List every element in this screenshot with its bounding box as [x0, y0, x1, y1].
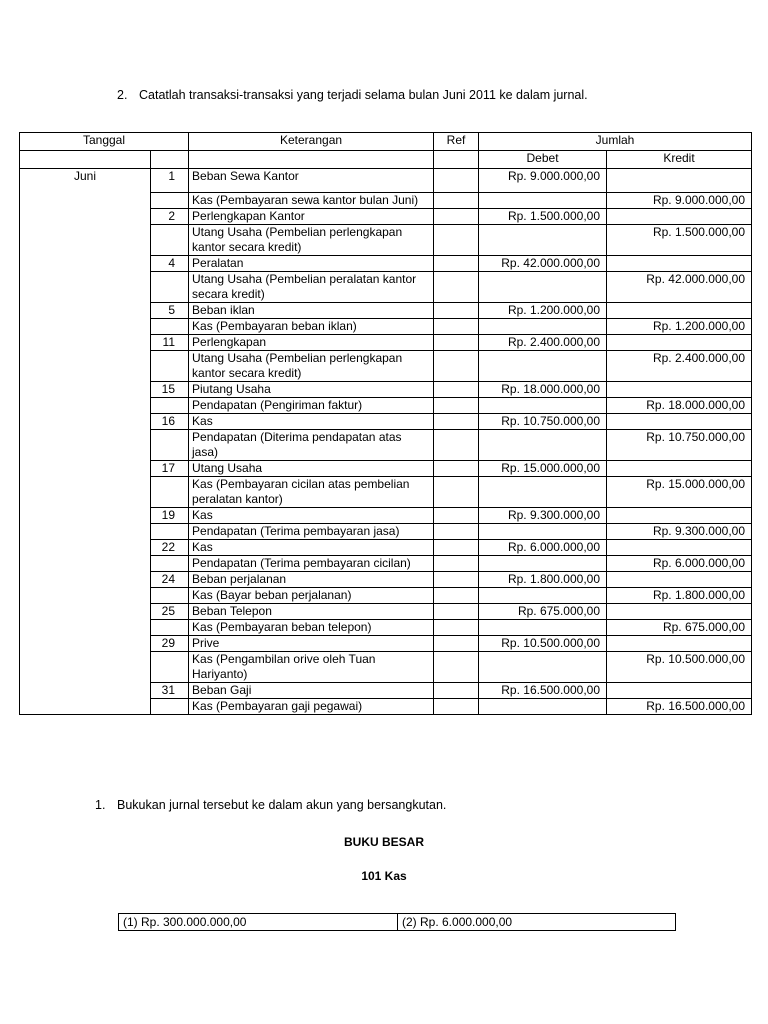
journal-day: 24 [151, 572, 189, 588]
journal-day [151, 430, 189, 461]
journal-credit [607, 414, 752, 430]
journal-credit: Rp. 675.000,00 [607, 620, 752, 636]
journal-day: 5 [151, 303, 189, 319]
subheader-blank-2 [151, 151, 189, 169]
journal-credit: Rp. 1.500.000,00 [607, 225, 752, 256]
header-ref: Ref [434, 133, 479, 151]
journal-credit: Rp. 9.300.000,00 [607, 524, 752, 540]
journal-credit: Rp. 1.800.000,00 [607, 588, 752, 604]
header-keterangan: Keterangan [189, 133, 434, 151]
journal-ref [434, 477, 479, 508]
journal-debit [479, 556, 607, 572]
journal-credit [607, 636, 752, 652]
header-kredit: Kredit [607, 151, 752, 169]
journal-description: Kas [189, 540, 434, 556]
journal-day [151, 699, 189, 715]
ledger-title: BUKU BESAR [343, 835, 424, 849]
journal-credit: Rp. 42.000.000,00 [607, 272, 752, 303]
instruction-2 [117, 88, 588, 102]
journal-credit: Rp. 9.000.000,00 [607, 193, 752, 209]
header-jumlah: Jumlah [479, 133, 752, 151]
journal-description: Kas (Pembayaran beban iklan) [189, 319, 434, 335]
journal-day [151, 351, 189, 382]
journal-debit: Rp. 18.000.000,00 [479, 382, 607, 398]
journal-debit: Rp. 9.300.000,00 [479, 508, 607, 524]
journal-credit: Rp. 6.000.000,00 [607, 556, 752, 572]
journal-debit [479, 699, 607, 715]
journal-ref [434, 620, 479, 636]
header-debet: Debet [479, 151, 607, 169]
journal-ref [434, 430, 479, 461]
journal-description: Kas (Pembayaran beban telepon) [189, 620, 434, 636]
journal-credit [607, 303, 752, 319]
journal-description: Beban iklan [189, 303, 434, 319]
journal-credit [607, 335, 752, 351]
journal-day: 22 [151, 540, 189, 556]
journal-description: Pendapatan (Diterima pendapatan atas jasa) [189, 430, 434, 461]
journal-ref [434, 319, 479, 335]
ledger-row [119, 914, 676, 931]
journal-day [151, 524, 189, 540]
journal-debit: Rp. 1.500.000,00 [479, 209, 607, 225]
journal-ref [434, 508, 479, 524]
journal-debit [479, 652, 607, 683]
journal-day [151, 193, 189, 209]
journal-credit [607, 169, 752, 193]
journal-debit [479, 319, 607, 335]
subheader-blank-4 [434, 151, 479, 169]
ledger-cell-debit: (1) Rp. 300.000.000,00 [119, 914, 398, 931]
journal-description: Perlengkapan [189, 335, 434, 351]
journal-ref [434, 225, 479, 256]
journal-day: 16 [151, 414, 189, 430]
journal-day [151, 588, 189, 604]
journal-debit: Rp. 675.000,00 [479, 604, 607, 620]
journal-ref [434, 540, 479, 556]
journal-day: 4 [151, 256, 189, 272]
journal-description: Kas (Pembayaran gaji pegawai) [189, 699, 434, 715]
journal-description: Utang Usaha (Pembelian perlengkapan kantor secara kredit) [189, 351, 434, 382]
journal-credit [607, 604, 752, 620]
journal-description: Kas [189, 414, 434, 430]
journal-description: Pendapatan (Terima pembayaran jasa) [189, 524, 434, 540]
journal-credit [607, 256, 752, 272]
journal-description: Utang Usaha (Pembelian peralatan kantor secara kredit) [189, 272, 434, 303]
journal-credit: Rp. 15.000.000,00 [607, 477, 752, 508]
journal-description: Kas (Pengambilan orive oleh Tuan Hariyanto) [189, 652, 434, 683]
ledger-cell-credit: (2) Rp. 6.000.000,00 [398, 914, 676, 931]
journal-debit: Rp. 9.000.000,00 [479, 169, 607, 193]
journal-debit: Rp. 10.750.000,00 [479, 414, 607, 430]
journal-debit [479, 272, 607, 303]
journal-day [151, 319, 189, 335]
journal-description: Prive [189, 636, 434, 652]
journal-credit [607, 683, 752, 699]
journal-ref [434, 398, 479, 414]
journal-day: 15 [151, 382, 189, 398]
ledger-table [118, 913, 676, 931]
journal-debit [479, 620, 607, 636]
journal-ref [434, 524, 479, 540]
journal-credit: Rp. 1.200.000,00 [607, 319, 752, 335]
journal-debit: Rp. 16.500.000,00 [479, 683, 607, 699]
journal-credit [607, 382, 752, 398]
journal-debit [479, 351, 607, 382]
subheader-blank-3 [189, 151, 434, 169]
journal-ref [434, 556, 479, 572]
journal-description: Kas (Pembayaran sewa kantor bulan Juni) [189, 193, 434, 209]
journal-header-row [20, 133, 752, 151]
journal-credit [607, 572, 752, 588]
journal-description: Kas [189, 508, 434, 524]
journal-subheader-row [20, 151, 752, 169]
journal-body [20, 169, 752, 715]
journal-ref [434, 588, 479, 604]
journal-day: 31 [151, 683, 189, 699]
journal-debit [479, 430, 607, 461]
journal-debit: Rp. 6.000.000,00 [479, 540, 607, 556]
subheader-blank-1 [20, 151, 151, 169]
journal-day: 19 [151, 508, 189, 524]
journal-day [151, 620, 189, 636]
journal-day [151, 477, 189, 508]
journal-debit [479, 225, 607, 256]
journal-description: Peralatan [189, 256, 434, 272]
journal-ref [434, 169, 479, 193]
journal-day [151, 398, 189, 414]
instruction-1-number: 1. [95, 798, 106, 812]
journal-day: 2 [151, 209, 189, 225]
journal-debit [479, 398, 607, 414]
journal-day: 17 [151, 461, 189, 477]
journal-credit: Rp. 16.500.000,00 [607, 699, 752, 715]
ledger-account-title: 101 Kas [361, 869, 407, 883]
journal-description: Beban Gaji [189, 683, 434, 699]
journal-ref [434, 572, 479, 588]
instruction-2-text: Catatlah transaksi-transaksi yang terjadi selama bulan Juni 2011 ke dalam jurnal. [139, 88, 588, 102]
journal-description: Pendapatan (Pengiriman faktur) [189, 398, 434, 414]
journal-debit: Rp. 42.000.000,00 [479, 256, 607, 272]
journal-description: Kas (Bayar beban perjalanan) [189, 588, 434, 604]
journal-day [151, 556, 189, 572]
journal-ref [434, 414, 479, 430]
journal-ref [434, 382, 479, 398]
journal-ref [434, 193, 479, 209]
journal-debit: Rp. 2.400.000,00 [479, 335, 607, 351]
journal-debit [479, 524, 607, 540]
journal-day: 29 [151, 636, 189, 652]
journal-ref [434, 303, 479, 319]
journal-ref [434, 604, 479, 620]
journal-ref [434, 351, 479, 382]
journal-credit: Rp. 10.500.000,00 [607, 652, 752, 683]
journal-description: Pendapatan (Terima pembayaran cicilan) [189, 556, 434, 572]
journal-ref [434, 699, 479, 715]
journal-ref [434, 256, 479, 272]
journal-credit: Rp. 18.000.000,00 [607, 398, 752, 414]
instruction-2-number: 2. [117, 88, 128, 102]
journal-description: Piutang Usaha [189, 382, 434, 398]
journal-ref [434, 335, 479, 351]
journal-month: Juni [20, 169, 151, 715]
journal-day: 25 [151, 604, 189, 620]
journal-ref [434, 209, 479, 225]
journal-ref [434, 683, 479, 699]
journal-credit [607, 508, 752, 524]
journal-debit: Rp. 1.200.000,00 [479, 303, 607, 319]
journal-debit [479, 588, 607, 604]
journal-debit: Rp. 10.500.000,00 [479, 636, 607, 652]
journal-credit [607, 209, 752, 225]
journal-ref [434, 461, 479, 477]
journal-debit: Rp. 1.800.000,00 [479, 572, 607, 588]
journal-debit [479, 193, 607, 209]
journal-debit [479, 477, 607, 508]
journal-credit: Rp. 10.750.000,00 [607, 430, 752, 461]
journal-table [19, 132, 752, 715]
journal-description: Beban Sewa Kantor [189, 169, 434, 193]
journal-credit: Rp. 2.400.000,00 [607, 351, 752, 382]
journal-description: Kas (Pembayaran cicilan atas pembelian peralatan kantor) [189, 477, 434, 508]
instruction-1 [95, 798, 446, 812]
journal-ref [434, 272, 479, 303]
instruction-1-text: Bukukan jurnal tersebut ke dalam akun yang bersangkutan. [117, 798, 447, 812]
journal-credit [607, 540, 752, 556]
journal-row [20, 169, 752, 193]
journal-credit [607, 461, 752, 477]
journal-day: 1 [151, 169, 189, 193]
journal-debit: Rp. 15.000.000,00 [479, 461, 607, 477]
journal-ref [434, 636, 479, 652]
journal-description: Utang Usaha [189, 461, 434, 477]
journal-day [151, 652, 189, 683]
journal-ref [434, 652, 479, 683]
journal-day [151, 225, 189, 256]
journal-description: Perlengkapan Kantor [189, 209, 434, 225]
journal-description: Utang Usaha (Pembelian perlengkapan kantor secara kredit) [189, 225, 434, 256]
journal-day [151, 272, 189, 303]
journal-description: Beban perjalanan [189, 572, 434, 588]
journal-day: 11 [151, 335, 189, 351]
journal-description: Beban Telepon [189, 604, 434, 620]
header-tanggal: Tanggal [20, 133, 189, 151]
